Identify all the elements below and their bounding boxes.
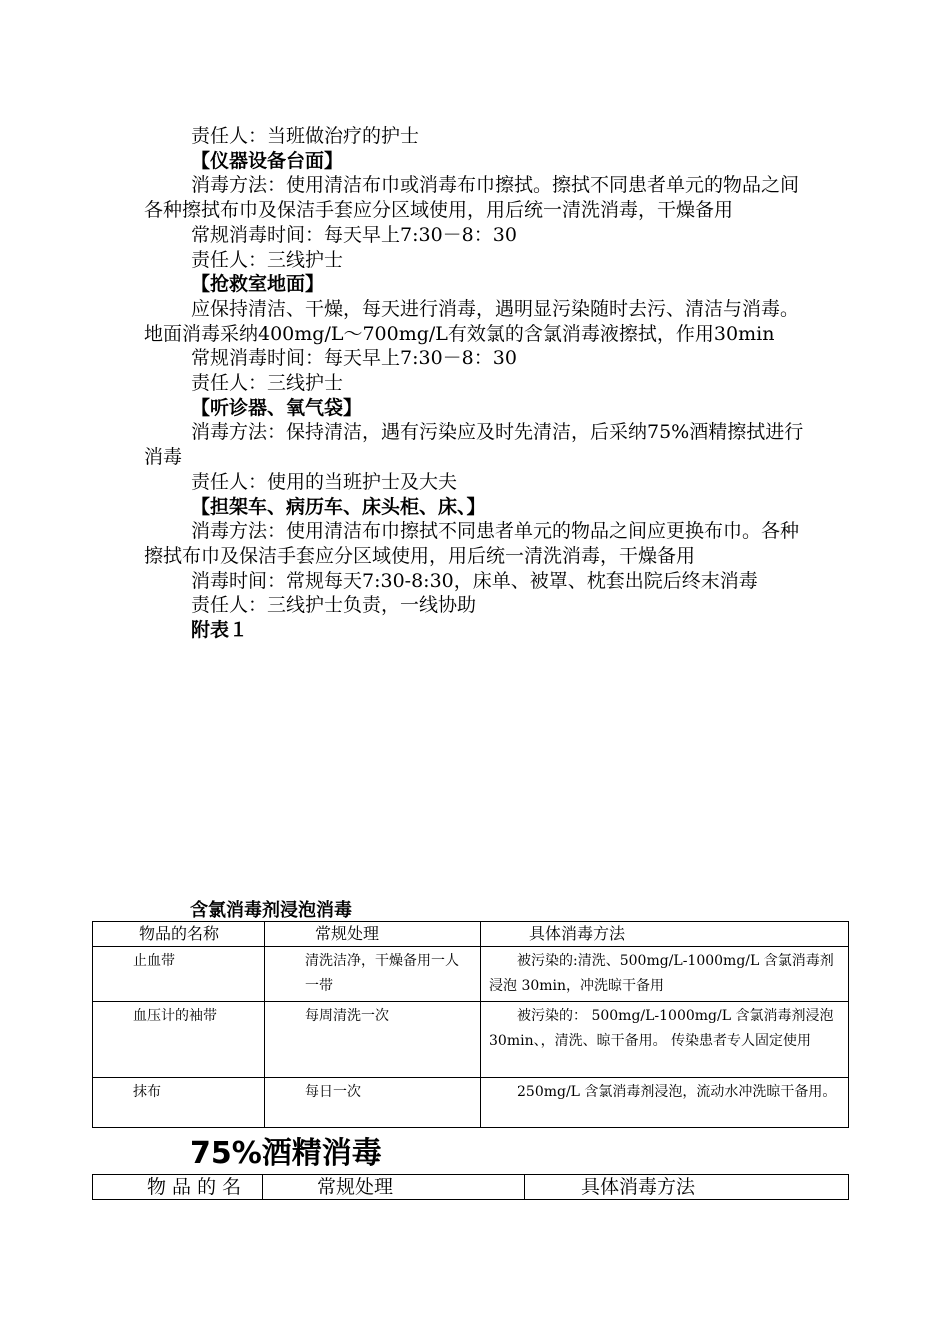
paragraph: 消毒方法：使用清洁布巾或消毒布巾擦拭。擦拭不同患者单元的物品之间各种擦拭布巾及保洁手套应分区域使用，用后统一清洗消毒，干燥备用: [144, 174, 800, 222]
paragraph: 责任人：三线护士: [191, 372, 344, 395]
paragraph: 应保持清洁、干燥，每天进行消毒，遇明显污染随时去污、清洁与消毒。地面消毒采纳400mg/L～700mg/L有效氯的含氯消毒液擦拭，作用30min: [144, 297, 800, 345]
header-item-name: 物品的名称: [93, 922, 265, 947]
section-heading: 【抢救室地面】: [191, 273, 325, 296]
table-cell: 250mg/L 含氯消毒剂浸泡，流动水冲洗晾干备用。: [481, 1078, 849, 1128]
table-cell: 血压计的袖带: [93, 1002, 265, 1078]
header-method: 具体消毒方法: [525, 1175, 849, 1200]
table-cell: 清洗洁净，干燥备用一人一带: [265, 947, 481, 1002]
paragraph: 消毒方法：使用清洁布巾擦拭不同患者单元的物品之间应更换布巾。各种擦拭布巾及保洁手套应分区域使用，用后统一清洗消毒，干燥备用: [144, 520, 800, 567]
header-routine: 常规处理: [265, 922, 481, 947]
table-cell: 被污染的： 500mg/L-1000mg/L 含氯消毒剂浸泡 30min、，清洗、晾干备用。 传染患者专人固定使用: [481, 1002, 849, 1078]
table-header-row: [93, 1175, 849, 1200]
table-cell: 每日一次: [265, 1078, 481, 1128]
body-text: [144, 124, 814, 643]
section-heading: 【担架车、病历车、床头柜、床、】: [191, 495, 486, 518]
header-item-name: 物 品 的 名: [93, 1175, 263, 1200]
header-method: 具体消毒方法: [481, 922, 849, 947]
table-cell: 止血带: [93, 947, 265, 1002]
table-row: [93, 1078, 849, 1128]
appendix-label: 附表１: [191, 619, 249, 642]
section-heading: 【听诊器、氧气袋】: [191, 396, 363, 419]
alcohol-disinfection-table: [92, 1174, 849, 1200]
chlorine-disinfection-table: [92, 921, 849, 1128]
paragraph: 责任人：三线护士: [191, 248, 344, 271]
table-cell: 被污染的:清洗、500mg/L-1000mg/L 含氯消毒剂浸泡 30min，冲洗晾干备用: [481, 947, 849, 1002]
section-heading: 【仪器设备台面】: [191, 149, 344, 172]
table-row: [93, 1002, 849, 1078]
paragraph: 常规消毒时间：每天早上7:30－8：30: [191, 223, 517, 246]
table-cell: 抹布: [93, 1078, 265, 1128]
paragraph: 常规消毒时间：每天早上7:30－8：30: [191, 347, 517, 370]
paragraph: 消毒方法：保持清洁，遇有污染应及时先清洁，后采纳75%酒精擦拭进行消毒: [144, 421, 804, 469]
table-cell: 每周清洗一次: [265, 1002, 481, 1078]
paragraph: 责任人：三线护士负责，一线协助: [191, 594, 477, 617]
table-row: [93, 947, 849, 1002]
paragraph: 责任人：当班做治疗的护士: [191, 125, 420, 147]
paragraph: 消毒时间：常规每天7:30-8:30，床单、被罩、枕套出院后终末消毒: [191, 569, 758, 592]
table-header-row: [93, 922, 849, 947]
header-routine: 常规处理: [263, 1175, 525, 1200]
chlorine-table-title: 含氯消毒剂浸泡消毒: [190, 900, 352, 921]
paragraph: 责任人：使用的当班护士及大夫: [191, 470, 458, 493]
alcohol-table-title: 75%酒精消毒: [190, 1136, 382, 1171]
